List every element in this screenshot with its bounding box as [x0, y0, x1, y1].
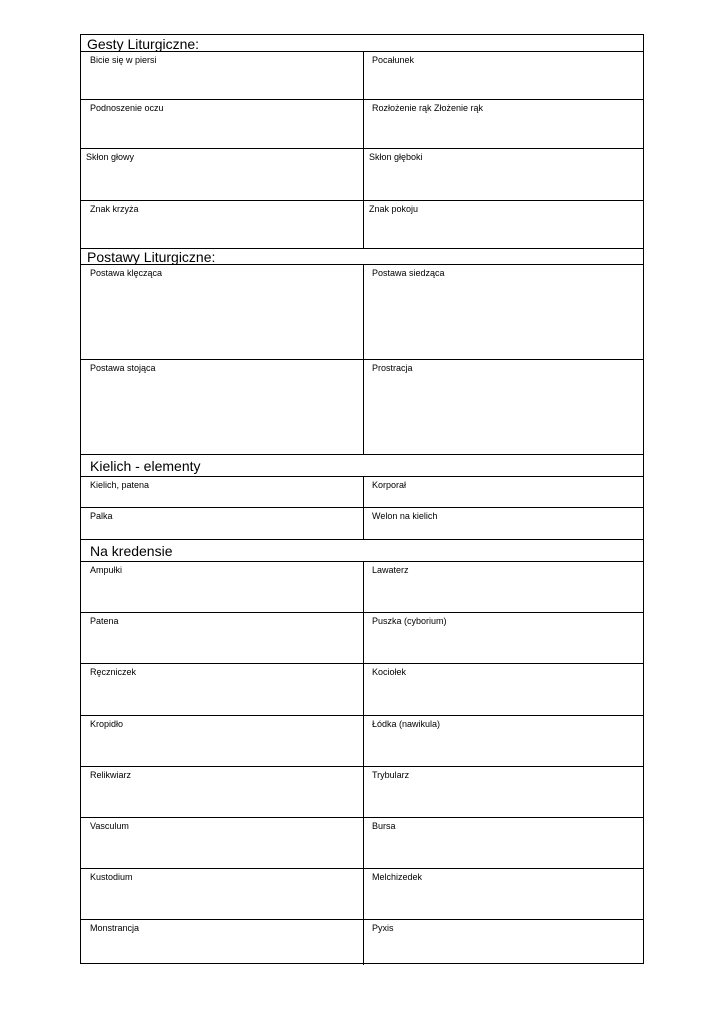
- cell-label-bursa: Bursa: [372, 821, 396, 831]
- row-divider: [81, 817, 643, 818]
- cell-label-relikwiarz: Relikwiarz: [90, 770, 132, 780]
- row-divider: [81, 51, 643, 52]
- row-divider: [81, 868, 643, 869]
- section-title-gesty-liturgiczne: Gesty Liturgiczne:: [87, 36, 200, 52]
- cell-label-postawa-stojaca: Postawa stojąca: [90, 363, 156, 373]
- section-title-kielich-elementy: Kielich - elementy: [90, 458, 201, 474]
- section-title-na-kredensie: Na kredensie: [90, 543, 173, 559]
- row-divider: [81, 200, 643, 201]
- cell-label-podnoszenie-oczu: Podnoszenie oczu: [90, 103, 164, 113]
- cell-label-lodka-nawikula: Łódka (nawikula): [372, 719, 441, 729]
- row-divider: [81, 507, 643, 508]
- cell-label-ampulki: Ampułki: [90, 565, 123, 575]
- column-divider: [363, 264, 364, 454]
- row-divider: [81, 663, 643, 664]
- row-divider: [81, 264, 643, 265]
- cell-label-puszka-cyborium: Puszka (cyborium): [372, 616, 447, 626]
- row-divider: [81, 561, 643, 562]
- cell-label-pocalunek: Pocałunek: [372, 55, 415, 65]
- cell-label-sklon-glowy: Skłon głowy: [86, 152, 135, 162]
- row-divider: [81, 148, 643, 149]
- worksheet-table: [80, 34, 644, 964]
- cell-label-trybularz: Trybularz: [372, 770, 410, 780]
- section-divider: [81, 454, 643, 455]
- cell-label-kustodium: Kustodium: [90, 872, 133, 882]
- cell-label-welon-na-kielich: Welon na kielich: [372, 511, 438, 521]
- row-divider: [81, 766, 643, 767]
- cell-label-rozlozenie-rak-zlozenie-rak: Rozłożenie rąk Złożenie rąk: [372, 103, 484, 113]
- row-divider: [81, 715, 643, 716]
- column-divider: [363, 561, 364, 965]
- cell-label-znak-pokoju: Znak pokoju: [369, 204, 419, 214]
- cell-label-bicie-sie-w-piersi: Bicie się w piersi: [90, 55, 157, 65]
- cell-label-pyxis: Pyxis: [372, 923, 394, 933]
- cell-label-znak-krzyza: Znak krzyża: [90, 204, 139, 214]
- cell-label-palka: Palka: [90, 511, 113, 521]
- cell-label-kielich-patena: Kielich, patena: [90, 480, 150, 490]
- section-divider: [81, 539, 643, 540]
- cell-label-lawaterz: Lawaterz: [372, 565, 409, 575]
- cell-label-reczniczek: Ręczniczek: [90, 667, 137, 677]
- cell-label-postawa-kleczaca: Postawa klęcząca: [90, 268, 163, 278]
- row-divider: [81, 612, 643, 613]
- cell-label-patena: Patena: [90, 616, 119, 626]
- cell-label-kociolek: Kociołek: [372, 667, 407, 677]
- cell-label-postawa-siedzaca: Postawa siedząca: [372, 268, 445, 278]
- cell-label-sklon-gleboki: Skłon głęboki: [369, 152, 423, 162]
- column-divider: [363, 476, 364, 539]
- cell-label-kropidlo: Kropidło: [90, 719, 124, 729]
- column-divider: [363, 51, 364, 248]
- cell-label-melchizedek: Melchizedek: [372, 872, 423, 882]
- cell-label-monstrancja: Monstrancja: [90, 923, 140, 933]
- row-divider: [81, 919, 643, 920]
- cell-label-korporal: Korporał: [372, 480, 407, 490]
- row-divider: [81, 476, 643, 477]
- cell-label-prostracja: Prostracja: [372, 363, 413, 373]
- cell-label-vasculum: Vasculum: [90, 821, 129, 831]
- section-title-postawy-liturgiczne: Postawy Liturgiczne:: [87, 249, 216, 265]
- row-divider: [81, 99, 643, 100]
- row-divider: [81, 359, 643, 360]
